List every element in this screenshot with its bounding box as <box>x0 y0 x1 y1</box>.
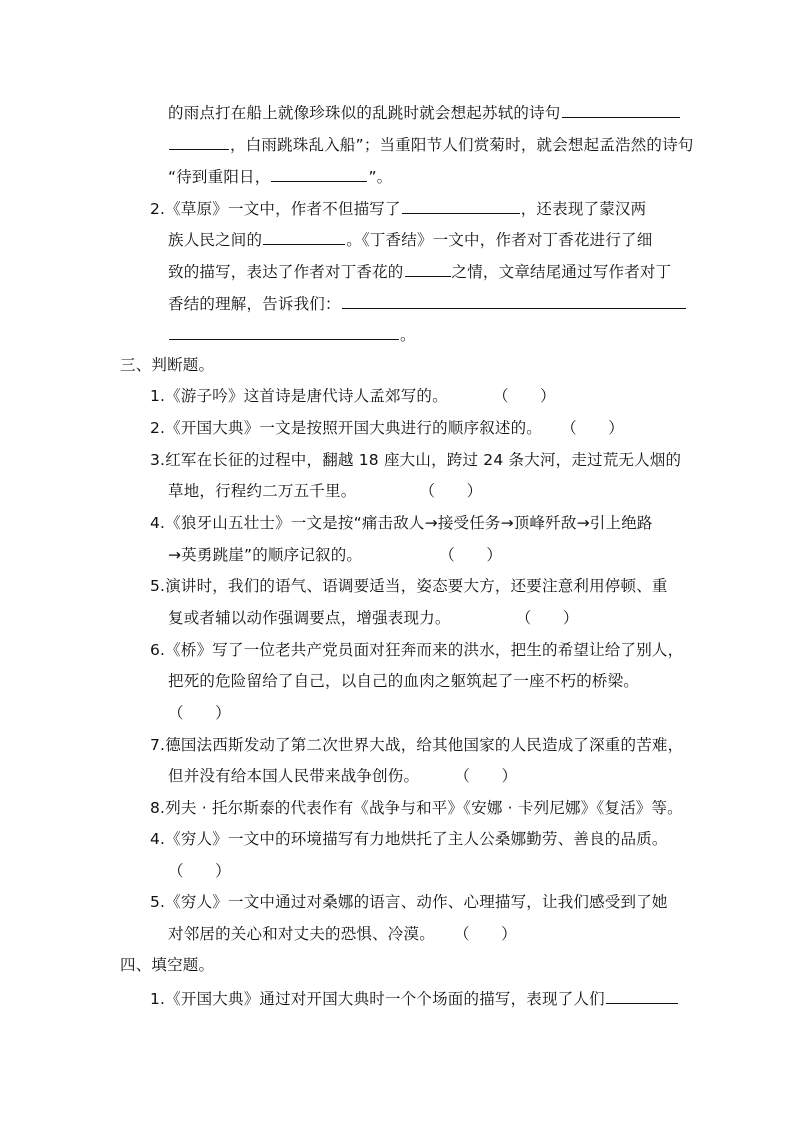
judge-item-9-line-1: 4.《穷人》一文中的环境描写有力地烘托了主人公桑娜勤劳、善良的品质。 <box>150 830 668 848</box>
answer-paren[interactable]: （ ） <box>168 862 231 880</box>
answer-blank[interactable] <box>402 197 520 214</box>
answer-blank[interactable] <box>263 228 345 245</box>
judge-item-10-line-2: 对邻居的关心和对丈夫的恐惧、冷漠。 （ ） <box>168 925 517 943</box>
judge-item-8: 8.列夫 · 托尔斯泰的代表作有《战争与和平》《安娜 · 卡列尼娜》《复活》等。 <box>150 799 683 817</box>
judge-item-3-line-1: 3.红军在长征的过程中，翻越 18 座大山，跨过 24 条大河，走过荒无人烟的 <box>150 451 682 469</box>
answer-paren[interactable]: （ ） <box>168 704 231 722</box>
judge-item-6-line-3 <box>168 703 231 723</box>
judge-item-1: 1.《游子吟》这首诗是唐代诗人孟郊写的。 （ ） <box>150 387 556 405</box>
q-cont-line-2: ，白雨跳珠乱入船”；当重阳节人们赏菊时，就会想起孟浩然的诗句 <box>168 133 694 155</box>
section-4-title: 四、填空题。 <box>120 956 215 974</box>
judge-item-3-line-2: 草地，行程约二万五千里。 （ ） <box>168 482 483 500</box>
answer-blank[interactable] <box>342 292 686 309</box>
q2-line-5: 。 <box>168 323 416 345</box>
judge-item-9-line-2 <box>168 861 231 881</box>
answer-blank[interactable] <box>169 323 399 340</box>
answer-blank[interactable] <box>562 101 680 118</box>
section-3-title: 三、判断题。 <box>120 356 215 374</box>
q2-line-4: 香结的理解，告诉我们： <box>168 292 687 314</box>
judge-item-7-line-1: 7.德国法西斯发动了第二次世界大战，给其他国家的人民造成了深重的苦难， <box>150 736 684 754</box>
judge-item-4-line-1: 4.《狼牙山五壮士》一文是按“痛击敌人→接受任务→顶峰歼敌→引上绝路 <box>150 514 653 532</box>
q-cont-line-3: “待到重阳日， ”。 <box>168 165 392 187</box>
answer-paren[interactable]: （ ） <box>419 482 483 500</box>
judge-item-7-line-2: 但并没有给本国人民带来战争创伤。 （ ） <box>168 767 518 785</box>
q2-line-2: 族人民之间的 。《丁香结》一文中，作者对丁香花进行了细 <box>168 228 652 250</box>
judge-item-5-line-2: 复或者辅以动作强调要点，增强表现力。 （ ） <box>168 609 579 627</box>
judge-item-5-line-1: 5.演讲时，我们的语气、语调要适当，姿态要大方，还要注意利用停顿、重 <box>150 577 668 595</box>
answer-paren[interactable]: （ ） <box>515 609 579 627</box>
q2-line-3: 致的描写，表达了作者对丁香花的 之情，文章结尾通过写作者对丁 <box>168 260 671 282</box>
judge-item-10-line-1: 5.《穷人》一文中通过对桑娜的语言、动作、心理描写，让我们感受到了她 <box>150 893 668 911</box>
answer-blank[interactable] <box>271 165 367 182</box>
answer-blank[interactable] <box>405 260 451 277</box>
judge-item-4-line-2: →英勇跳崖”的顺序记叙的。 （ ） <box>168 546 503 564</box>
judge-item-6-line-2: 把死的危险留给了自己，以自己的血肉之躯筑起了一座不朽的桥梁。 <box>168 672 640 690</box>
fill-item-1: 1.《开国大典》通过对开国大典时一个个场面的描写，表现了人们 <box>150 987 679 1009</box>
answer-paren[interactable]: （ ） <box>561 419 624 437</box>
judge-item-6-line-1: 6.《桥》写了一位老共产党员面对狂奔而来的洪水，把生的希望让给了别人， <box>150 641 684 659</box>
answer-paren[interactable]: （ ） <box>454 767 518 785</box>
answer-paren[interactable]: （ ） <box>454 925 517 943</box>
answer-blank[interactable] <box>169 133 229 150</box>
answer-paren[interactable]: （ ） <box>492 387 556 405</box>
judge-item-2: 2.《开国大典》一文是按照开国大典进行的顺序叙述的。 （ ） <box>150 419 624 437</box>
q-cont-line-1: 的雨点打在船上就像珍珠似的乱跳时就会想起苏轼的诗句 <box>168 101 681 123</box>
q2-line-1: 2.《草原》一文中，作者不但描写了 ，还表现了蒙汉两 <box>150 197 646 219</box>
answer-blank[interactable] <box>606 987 678 1004</box>
answer-paren[interactable]: （ ） <box>439 546 503 564</box>
